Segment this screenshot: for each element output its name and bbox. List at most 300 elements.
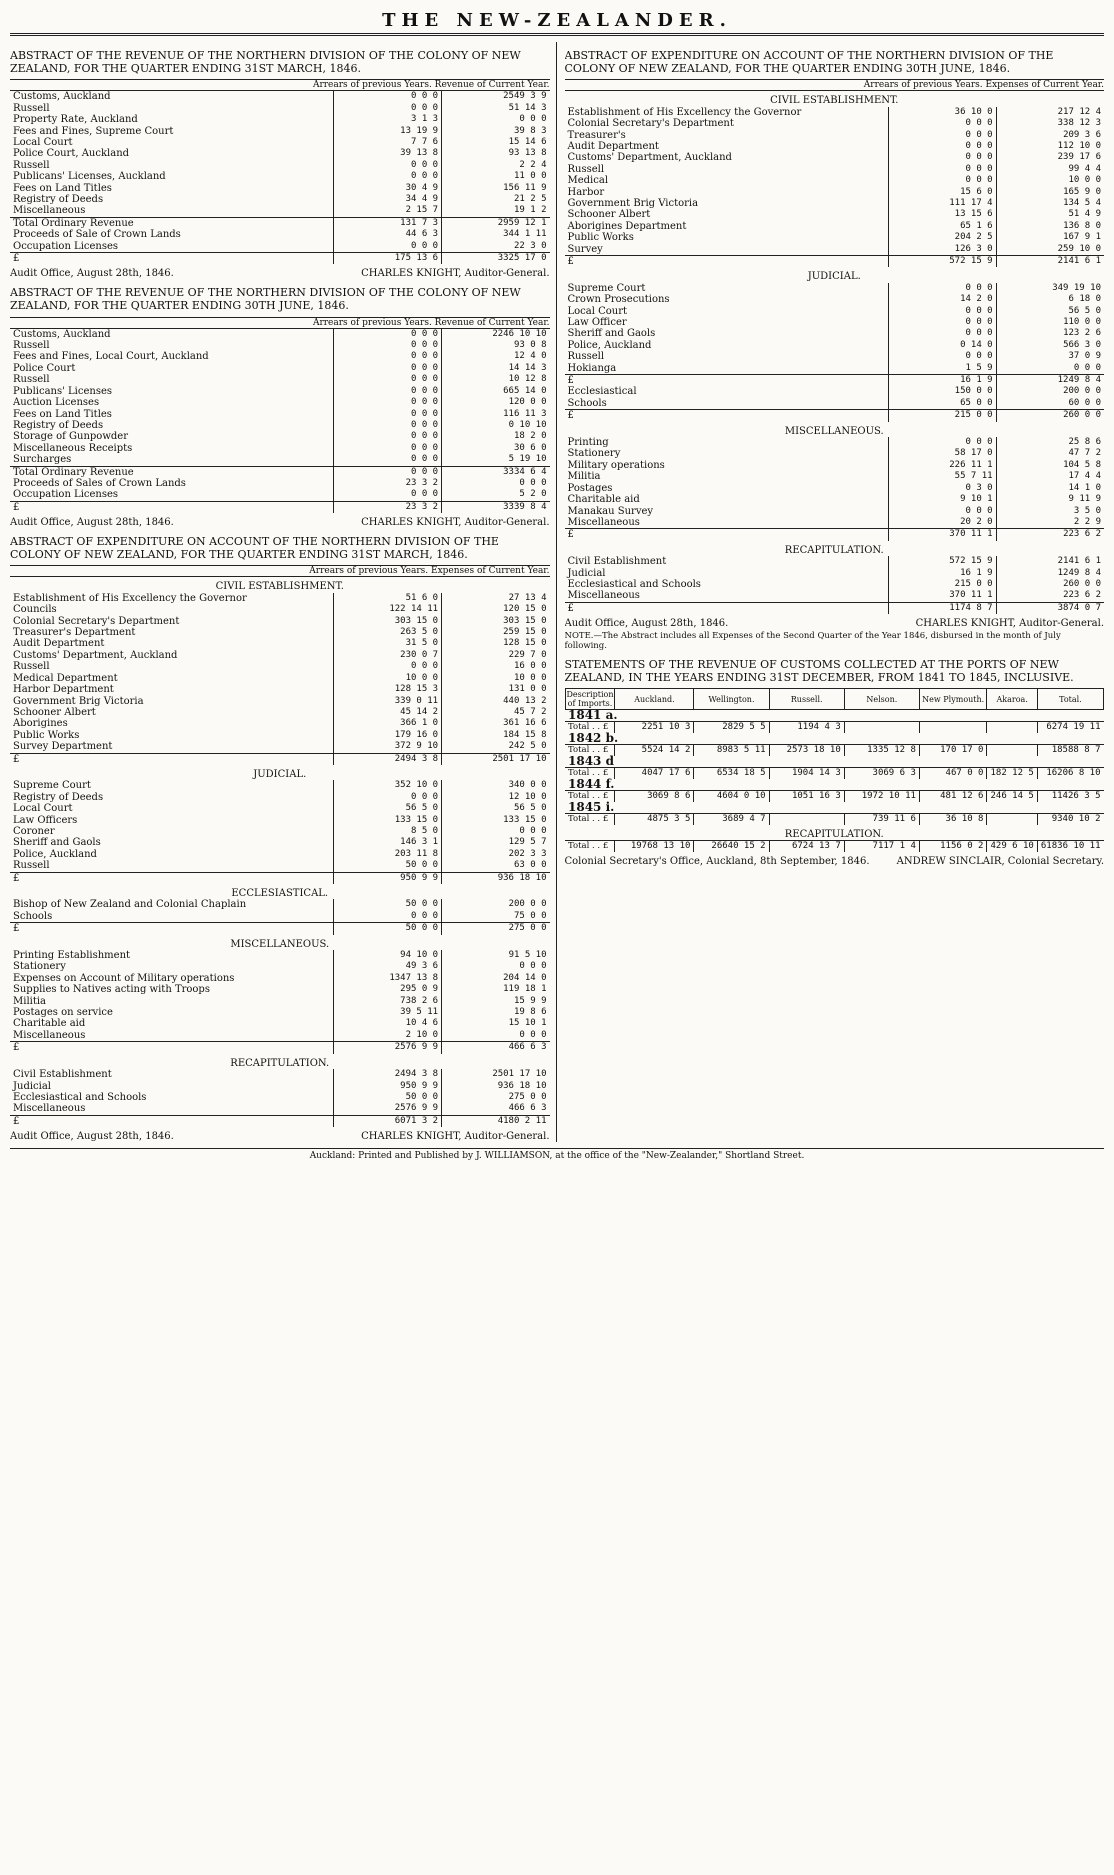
table-row [10,616,550,627]
row-label: £ [10,753,334,765]
row-current: 466 6 3 [442,1103,550,1115]
row-arrears: 0 3 0 [888,483,996,494]
row-label: Audit Department [567,140,659,152]
total-cell [987,745,1037,757]
table-row [10,1069,550,1080]
total-label: Total . . £ [565,814,615,826]
row-label: Russell [13,159,50,171]
abstract-heading: ABSTRACT OF EXPENDITURE ON ACCOUNT OF THE NORTHERN DIVISION OF THE COLONY OF NEW ZEALAND, FOR THE QUARTER ENDING 31ST MARCH, 1846. [10,535,499,561]
row-label: Crown Prosecutions [567,294,670,306]
table-row [565,187,1105,198]
row-arrears: 13 15 6 [888,209,996,220]
total-cell: 1051 16 3 [769,791,844,803]
total-cell: 739 11 6 [844,814,919,826]
newspaper-page [10,10,1104,1855]
table-row [565,175,1105,186]
column-headers: Arrears of previous Years. Expenses of Current Year. [10,565,550,577]
row-label: Treasurer's Department [13,627,136,639]
total-cell: 18588 8 7 [1037,745,1103,757]
year-row [565,710,1104,722]
table-row [565,209,1105,220]
row-arrears: 0 0 0 [334,103,442,114]
row-current: 4180 2 11 [442,1115,550,1127]
abstract-heading: ABSTRACT OF EXPENDITURE ON ACCOUNT OF THE NORTHERN DIVISION OF THE COLONY OF NEW ZEALAND, FOR THE QUARTER ENDING 30TH JUNE, 1846. [564,49,1054,75]
section-heading [10,577,550,592]
masthead: THE NEW-ZEALANDER. [10,10,1104,36]
row-label: Miscellaneous Receipts [13,442,133,454]
row-label: Local Court [13,803,73,815]
table-row [10,478,550,489]
table-row [10,899,550,910]
row-label: Registry of Deeds [13,791,104,803]
row-current: 361 16 6 [442,718,550,729]
abstract-table [10,1054,550,1127]
row-label: Harbor [567,186,605,198]
row-label: Supreme Court [567,282,646,294]
table-row [10,604,550,615]
row-arrears: 339 0 11 [334,696,442,707]
table-row [10,194,550,205]
table-row [10,661,550,672]
row-arrears: 44 6 3 [334,229,442,240]
total-cell: 3069 8 6 [615,791,694,803]
row-arrears: 65 0 0 [888,398,996,410]
row-current: 2141 6 1 [996,255,1104,267]
row-label: Fees on Land Titles [13,408,112,420]
row-label: Fees on Land Titles [13,182,112,194]
year-label: 1844 f. [568,777,615,792]
row-label: £ [10,872,334,884]
table-row [10,996,550,1007]
row-label: £ [10,923,334,935]
row-label: Miscellaneous [13,1103,86,1115]
row-label: Government Brig Victoria [567,197,699,209]
row-arrears: 146 3 1 [334,837,442,848]
row-current: 0 0 0 [996,363,1104,375]
row-current: 466 6 3 [442,1042,550,1054]
year-total-row [565,768,1104,780]
row-label: Total Ordinary Revenue [10,466,334,478]
row-arrears: 16 1 9 [888,568,996,579]
row-arrears: 9 10 1 [888,494,996,505]
row-label: Stationery [567,448,621,460]
row-label: Ecclesiastical and Schools [13,1091,147,1103]
table-row [565,164,1105,175]
signature-block [10,1131,550,1142]
row-arrears: 34 4 9 [334,194,442,205]
row-arrears: 370 11 1 [888,590,996,602]
total-cell: 5524 14 2 [615,745,694,757]
table-row [10,1103,550,1115]
abstract-table [565,91,1105,267]
row-arrears: 204 2 5 [888,232,996,243]
table-row [565,448,1105,459]
year-row [565,756,1104,768]
table-row [10,466,550,478]
table-row [10,792,550,803]
table-row [10,696,550,707]
row-arrears: 366 1 0 [334,718,442,729]
row-label: Occupation Licenses [13,240,119,252]
row-current: 204 14 0 [442,973,550,984]
table-row [10,409,550,420]
customs-col-header: Akaroa. [987,689,1037,710]
row-label: Russell [13,102,50,114]
table-row [565,340,1105,351]
row-current: 136 8 0 [996,221,1104,232]
table-row [565,556,1105,567]
total-cell: 8983 5 11 [694,745,769,757]
row-label: Russell [13,661,50,673]
row-current: 0 0 0 [442,1030,550,1042]
row-label: Coroner [13,825,55,837]
row-arrears: 7 7 6 [334,137,442,148]
row-current: 275 0 0 [442,1092,550,1103]
table-row [10,397,550,408]
abstract-heading: ABSTRACT OF THE REVENUE OF THE NORTHERN DIVISION OF THE COLONY OF NEW ZEALAND, FOR THE QUARTER ENDING 30TH JUNE, 1846. [10,286,521,313]
section-title: RECAPITULATION. [784,544,884,556]
row-current: 0 0 0 [442,961,550,972]
row-arrears: 0 0 0 [888,118,996,129]
auditor-name: CHARLES KNIGHT, Auditor-General. [915,618,1104,630]
row-arrears: 0 0 0 [334,792,442,803]
signature-block [565,618,1105,629]
row-current: 21 2 5 [442,194,550,205]
row-label: Surcharges [13,454,72,466]
row-current: 17 4 4 [996,471,1104,482]
row-current: 209 3 6 [996,130,1104,141]
table-row [10,363,550,374]
auditor-name: CHARLES KNIGHT, Auditor-General. [361,268,550,280]
row-current: 167 9 1 [996,232,1104,243]
total-cell: 36 10 8 [919,814,987,826]
row-arrears: 14 2 0 [888,294,996,305]
total-label: Total . . £ [565,768,615,780]
table-row [10,329,550,340]
audit-office: Audit Office, August 28th, 1846. [10,517,174,529]
table-row [10,961,550,972]
row-current: 200 0 0 [996,386,1104,397]
row-current: 260 0 0 [996,410,1104,422]
row-label: £ [565,529,889,541]
section-title: JUDICIAL. [253,768,307,780]
row-arrears: 2576 9 9 [334,1103,442,1115]
table-row [565,590,1105,602]
row-arrears: 2494 3 8 [334,753,442,765]
row-current: 51 4 9 [996,209,1104,220]
customs-table [565,688,1105,852]
year-total-row [565,814,1104,826]
column-headers: Arrears of previous Years. Revenue of Current Year. [10,317,550,329]
row-current: 156 11 9 [442,183,550,194]
row-arrears: 0 0 0 [888,506,996,517]
abstract-table [565,386,1105,421]
table-row [10,780,550,791]
row-arrears: 203 11 8 [334,849,442,860]
grand-total-cell: 1156 0 2 [919,841,987,853]
customs-signature [565,856,1105,867]
section-heading [10,935,550,950]
row-label: Law Officer [567,317,627,328]
row-arrears: 128 15 3 [334,684,442,695]
row-current: 260 0 0 [996,579,1104,590]
row-current: 440 13 2 [442,696,550,707]
row-current: 1249 8 4 [996,375,1104,387]
table-row [565,244,1105,256]
row-current: 93 13 8 [442,148,550,159]
table-row [10,593,550,604]
row-label: Russell [13,860,50,872]
section-title: ECCLESIASTICAL. [231,888,329,899]
row-label: Customs, Auckland [13,91,111,103]
row-current: 14 1 0 [996,483,1104,494]
row-arrears: 950 9 9 [334,1081,442,1092]
table-row [565,283,1105,294]
row-label: Harbor Department [13,684,114,696]
table-row [10,91,550,102]
auditor-name: CHARLES KNIGHT, Auditor-General. [361,517,550,529]
row-arrears: 0 0 0 [334,351,442,362]
row-arrears: 39 13 8 [334,148,442,159]
table-row [565,410,1105,422]
year-label: 1845 i. [568,800,615,815]
row-label: Public Works [567,232,634,244]
table-row [10,148,550,159]
row-label: Registry of Deeds [13,193,104,205]
table-row [10,815,550,826]
row-label: Schooner Albert [13,706,96,718]
note: NOTE.—The Abstract includes all Expenses of the Second Quarter of the Year 1846, disbursed in the month of July following. [564,631,1061,652]
section-title: CIVIL ESTABLISHMENT. [770,95,899,107]
row-current: 936 18 10 [442,872,550,884]
row-label: £ [10,501,334,513]
table-row [565,255,1105,267]
row-arrears: 0 0 0 [888,351,996,362]
row-current: 3339 8 4 [442,501,550,513]
row-arrears: 0 0 0 [334,397,442,408]
row-current: 217 12 4 [996,107,1104,118]
row-arrears: 303 15 0 [334,616,442,627]
row-arrears: 0 0 0 [888,152,996,163]
row-arrears: 0 14 0 [888,340,996,351]
row-label: Law Officers [13,814,78,826]
row-arrears: 0 0 0 [334,91,442,102]
table-row [565,483,1105,494]
row-current: 10 0 0 [996,175,1104,186]
row-arrears: 50 0 0 [334,899,442,910]
row-current: 275 0 0 [442,923,550,935]
customs-col-header: Auckland. [615,689,694,710]
row-arrears: 1 5 9 [888,363,996,375]
row-label: Miscellaneous [13,1029,86,1041]
table-row [10,684,550,695]
row-current: 14 14 3 [442,363,550,374]
year-row [565,733,1104,745]
row-label: Militia [13,995,47,1007]
section-heading [565,267,1105,282]
total-label: Total . . £ [565,745,615,757]
row-label: Aborigines [13,718,68,730]
row-arrears: 3 1 3 [334,114,442,125]
row-current: 25 8 6 [996,437,1104,448]
audit-office: Audit Office, August 28th, 1846. [564,618,729,630]
year-row [565,802,1104,814]
row-arrears: 226 11 1 [888,460,996,471]
row-arrears: 49 3 6 [334,961,442,972]
row-current: 340 0 0 [442,780,550,791]
column-headers: Arrears of previous Years. Expenses of Current Year. [565,79,1105,91]
table-row [10,650,550,661]
row-current: 120 0 0 [442,397,550,408]
row-label: Councils [13,604,57,616]
row-arrears: 215 0 0 [888,579,996,590]
row-current: 56 5 0 [442,803,550,814]
row-label: Proceeds of Sale of Crown Lands [13,229,181,241]
table-row [565,579,1105,590]
customs-header [565,689,1104,710]
row-arrears: 10 0 0 [334,673,442,684]
total-cell: 2573 18 10 [769,745,844,757]
row-current: 936 18 10 [442,1081,550,1092]
audit-office: Audit Office, August 28th, 1846. [10,268,174,280]
table-row [565,232,1105,243]
row-label: Judicial [567,567,606,579]
row-arrears: 572 15 9 [888,255,996,267]
row-label: Publicans' Licenses [13,385,113,397]
abstract-table [10,935,550,1054]
row-arrears: 0 0 0 [334,431,442,442]
table-row [10,627,550,638]
row-current: 2501 17 10 [442,1069,550,1080]
row-current: 112 10 0 [996,141,1104,152]
table-row [565,494,1105,505]
total-label: Total . . £ [565,722,615,734]
section-heading [565,541,1105,556]
table-row [10,707,550,718]
row-arrears: 20 2 0 [888,517,996,529]
row-arrears: 50 0 0 [334,923,442,935]
total-cell: 16206 8 10 [1037,768,1103,780]
row-current: 27 13 4 [442,593,550,604]
table-row [10,205,550,217]
row-arrears: 55 7 11 [888,471,996,482]
table-row [10,1081,550,1092]
row-arrears: 2494 3 8 [334,1069,442,1080]
row-current: 133 15 0 [442,815,550,826]
total-cell: 3069 6 3 [844,768,919,780]
row-label: Publicans' Licenses, Auckland [13,171,166,183]
row-label: Hokianga [567,362,617,374]
row-label: Schools [567,397,607,409]
section-heading [10,1054,550,1069]
row-arrears: 36 10 0 [888,107,996,118]
total-cell: 481 12 6 [919,791,987,803]
table-row [10,803,550,814]
row-label: Customs' Department, Auckland [567,152,732,164]
row-arrears: 215 0 0 [888,410,996,422]
row-arrears: 263 5 0 [334,627,442,638]
row-label: Supplies to Natives acting with Troops [13,984,210,996]
abstract-table [565,541,1105,614]
table-row [10,1030,550,1042]
row-current: 344 1 11 [442,229,550,240]
row-current: 566 3 0 [996,340,1104,351]
row-label: Civil Establishment [13,1069,112,1081]
row-label: Survey Department [13,741,113,753]
row-current: 2246 10 10 [442,329,550,340]
section-title: RECAPITULATION. [230,1057,330,1069]
row-label: Sheriff and Gaols [567,328,656,340]
row-current: 60 0 0 [996,398,1104,410]
row-current: 93 0 8 [442,340,550,351]
table-row [10,489,550,501]
row-label: Postages on service [13,1007,113,1019]
row-current: 202 3 3 [442,849,550,860]
row-label: Stationery [13,961,66,973]
row-arrears: 0 0 0 [334,386,442,397]
table-row [10,872,550,884]
table-row [10,160,550,171]
row-current: 303 15 0 [442,616,550,627]
row-arrears: 2 15 7 [334,205,442,217]
grand-total-cell: 26640 15 2 [694,841,769,853]
row-label: Police Court [13,362,76,374]
auditor-name: CHARLES KNIGHT, Auditor-General. [361,1131,550,1143]
row-label: Bishop of New Zealand and Colonial Chaplain [13,899,247,911]
grand-total-row [565,841,1104,853]
row-current: 2549 3 9 [442,91,550,102]
table-row [565,602,1105,614]
abstract-table [10,577,550,765]
row-arrears: 15 6 0 [888,187,996,198]
row-arrears: 2 10 0 [334,1030,442,1042]
row-label: Miscellaneous [567,516,640,528]
row-arrears: 352 10 0 [334,780,442,791]
row-label: Aborigines Department [567,220,687,232]
row-current: 200 0 0 [442,899,550,910]
row-arrears: 126 3 0 [888,244,996,256]
colonial-secretary: ANDREW SINCLAIR, Colonial Secretary. [896,856,1104,868]
row-label: Auction Licenses [13,397,100,409]
table-row [10,730,550,741]
section-title: MISCELLANEOUS. [230,938,330,950]
row-label: Public Works [13,729,80,741]
table-row [565,460,1105,471]
table-row [10,431,550,442]
table-row [565,386,1105,397]
row-arrears: 111 17 4 [888,198,996,209]
row-arrears: 56 5 0 [334,803,442,814]
row-label: Police, Auckland [13,848,97,860]
row-current: 259 15 0 [442,627,550,638]
row-current: 75 0 0 [442,911,550,923]
row-current: 12 4 0 [442,351,550,362]
table-row [565,506,1105,517]
total-cell [987,722,1037,734]
row-label: Russell [567,351,605,363]
table-row [565,363,1105,375]
row-arrears: 0 0 0 [334,241,442,253]
total-cell [919,722,987,734]
row-current: 15 9 9 [442,996,550,1007]
row-current: 338 12 3 [996,118,1104,129]
row-arrears: 51 6 0 [334,593,442,604]
total-label: Total . . £ [565,791,615,803]
row-current: 19 8 6 [442,1007,550,1018]
table-row [10,1115,550,1127]
table-row [10,501,550,513]
table-row [10,950,550,961]
